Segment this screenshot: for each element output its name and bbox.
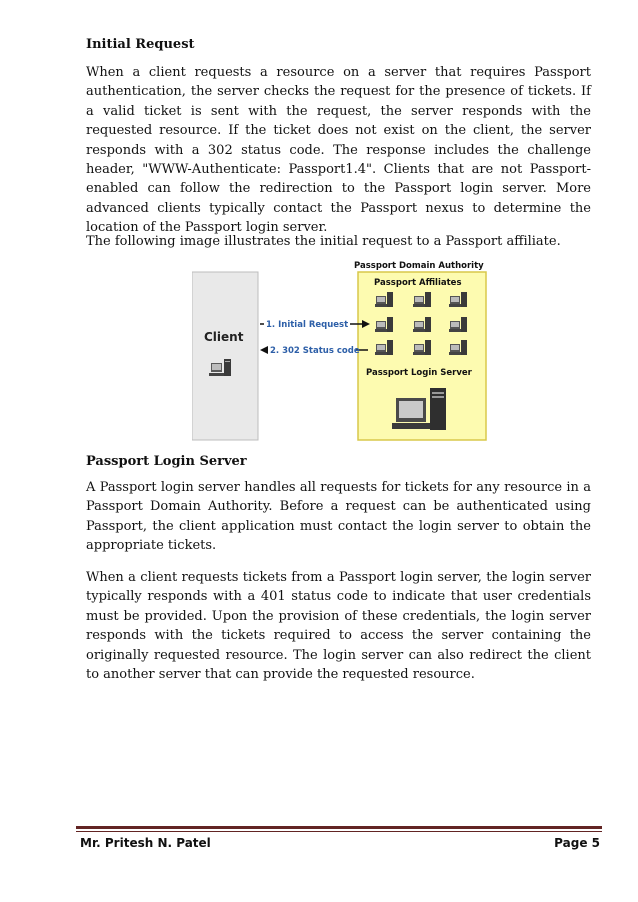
paragraph-login-server-2: When a client requests tickets from a Passport login server, the login server typically responds with a 401 status code to indicate that user credentials must be provided. Upon the provision of these credentials, the login server responds with the tickets required to access the server containing the originally requested resource. The login server can also redirect the client to another server that can provide the requested resource.: [86, 570, 591, 683]
status-code-label: 2. 302 Status code: [270, 346, 360, 356]
footer-rule-thin: [76, 831, 602, 832]
paragraph-figure-intro: The following image illustrates the initial request to a Passport affiliate.: [86, 234, 561, 249]
passport-diagram: [192, 260, 488, 442]
domain-authority-label: Passport Domain Authority: [354, 261, 484, 271]
footer-author: Mr. Pritesh N. Patel: [80, 836, 211, 850]
footer-page-number: Page 5: [554, 836, 600, 850]
paragraph-initial-request: When a client requests a resource on a server that requires Passport authentication, the server checks the request for the presence of tickets. If a valid ticket is sent with the request, the server responds with the requested resource. If the ticket does not exist on the client, the server responds with a 302 status code. The response includes the challenge header, "WWW-Authenticate: Passport1.4". Clients that are not Passport-enabled can follow the redirection to the Passport login server. More advanced clients typically contact the Passport nexus to determine the location of the Passport login server.: [86, 65, 591, 236]
client-panel: [192, 272, 258, 440]
section-heading-initial-request: Initial Request: [86, 37, 195, 52]
footer-rule-thick: [76, 826, 602, 829]
login-server-label: Passport Login Server: [366, 368, 472, 378]
client-label: Client: [204, 330, 244, 344]
initial-request-label: 1. Initial Request: [266, 320, 349, 330]
status-code-arrowhead: [260, 346, 268, 354]
section-heading-login-server: Passport Login Server: [86, 454, 247, 469]
affiliates-label: Passport Affiliates: [374, 278, 462, 288]
paragraph-login-server-1: A Passport login server handles all requests for tickets for any resource in a Passport Domain Authority. Before a request can be authenticated using Passport, the client application must contact the login server to obtain the appropriate tickets.: [86, 480, 591, 554]
